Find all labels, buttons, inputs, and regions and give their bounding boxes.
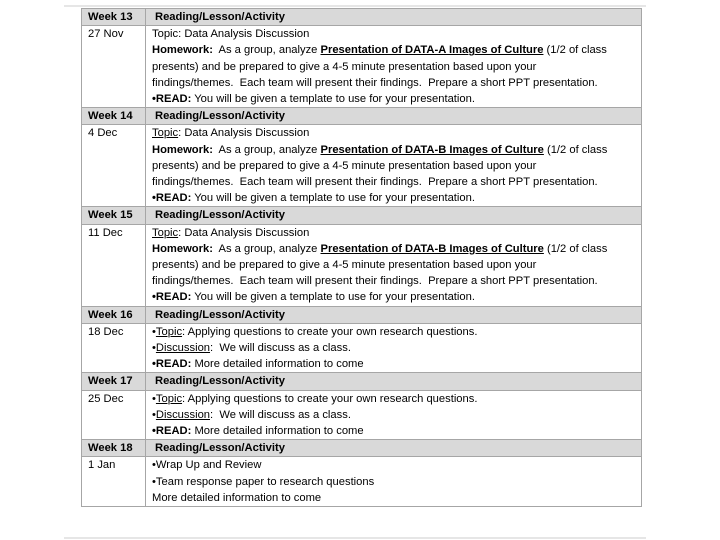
week-header-row <box>82 373 642 390</box>
text-run: : We will discuss as a class. <box>210 342 351 355</box>
week-number: Week 15 <box>82 207 146 224</box>
text-run: presents) and be prepared to give a 4-5 minute presentation based upon your <box>152 159 537 172</box>
content-line <box>152 190 635 206</box>
week-content <box>146 26 642 108</box>
content-line <box>152 273 635 289</box>
text-run: •Wrap Up and Review <box>152 459 262 472</box>
week-number: Week 17 <box>82 373 146 390</box>
content-line <box>152 241 635 257</box>
text-run: presents) and be prepared to give a 4-5 minute presentation based upon your <box>152 60 537 73</box>
content-line <box>152 324 635 340</box>
content-line <box>152 142 635 158</box>
text-run: : Data Analysis Discussion <box>178 127 310 140</box>
text-run: (1/2 of class <box>543 242 608 255</box>
week-body-row <box>82 323 642 373</box>
text-run: As a group, analyze <box>212 44 321 57</box>
bold-text: •READ: <box>152 192 192 205</box>
week-content <box>146 390 642 440</box>
text-run: findings/themes. Each team will present their findings. Prepare a short PPT presentation. <box>152 76 598 89</box>
content-line <box>152 174 635 190</box>
week-content <box>146 224 642 306</box>
text-run: presents) and be prepared to give a 4-5 minute presentation based upon your <box>152 259 537 272</box>
week-header-row <box>82 306 642 323</box>
week-content <box>146 457 642 507</box>
text-run: More detailed information to come <box>191 358 364 371</box>
text-run: You will be given a template to use for your presentation. <box>191 93 475 106</box>
week-date: 18 Dec <box>82 323 146 373</box>
bold-text: Homework: <box>152 143 213 156</box>
column-heading: Reading/Lesson/Activity <box>146 306 642 323</box>
bold-text: •READ: <box>152 93 192 106</box>
top-rule <box>64 5 646 7</box>
text-run: You will be given a template to use for your presentation. <box>191 192 475 205</box>
week-header-row <box>82 9 642 26</box>
week-date: 1 Jan <box>82 457 146 507</box>
text-run: (1/2 of class <box>543 44 607 57</box>
text-run: You will be given a template to use for your presentation. <box>191 291 475 304</box>
week-body-row <box>82 125 642 207</box>
text-run: • <box>152 392 156 405</box>
content-line <box>152 407 635 423</box>
underlined-text: Topic <box>152 226 179 239</box>
week-header-row <box>82 108 642 125</box>
content-line <box>152 289 635 305</box>
column-heading: Reading/Lesson/Activity <box>146 108 642 125</box>
week-content <box>146 323 642 373</box>
week-date: 27 Nov <box>82 26 146 108</box>
content-line <box>152 91 635 107</box>
underlined-text: Discussion <box>155 342 211 355</box>
text-run: : We will discuss as a class. <box>210 408 351 421</box>
underlined-text: Topic <box>155 325 183 338</box>
week-date: 11 Dec <box>82 224 146 306</box>
text-run: • <box>152 408 156 421</box>
text-run: • <box>152 325 156 338</box>
content-line <box>152 42 635 58</box>
underlined-text: Discussion <box>155 408 211 421</box>
week-number: Week 13 <box>82 9 146 26</box>
content-line <box>152 356 635 372</box>
bottom-rule <box>64 537 646 539</box>
content-line <box>152 225 635 241</box>
content-line <box>152 490 635 506</box>
content-line <box>152 75 635 91</box>
text-run: : Data Analysis Discussion <box>178 226 310 239</box>
content-line <box>152 423 635 439</box>
column-heading: Reading/Lesson/Activity <box>146 440 642 457</box>
column-heading: Reading/Lesson/Activity <box>146 373 642 390</box>
column-heading: Reading/Lesson/Activity <box>146 9 642 26</box>
content-line <box>152 59 635 75</box>
text-run: As a group, analyze <box>212 143 321 156</box>
week-body-row <box>82 224 642 306</box>
bold-text: Homework: <box>152 44 213 57</box>
text-run: : Applying questions to create your own research questions. <box>182 325 478 338</box>
bold-text: •READ: <box>152 358 192 371</box>
content-line <box>152 391 635 407</box>
text-run: As a group, analyze <box>212 242 321 255</box>
text-run: • <box>152 342 156 355</box>
content-line <box>152 474 635 490</box>
content-line <box>152 457 635 473</box>
week-number: Week 18 <box>82 440 146 457</box>
content-line <box>152 158 635 174</box>
week-date: 25 Dec <box>82 390 146 440</box>
text-run: More detailed information to come <box>191 425 364 438</box>
week-date: 4 Dec <box>82 125 146 207</box>
text-run: •Team response paper to research questions <box>152 475 375 488</box>
content-line <box>152 26 635 42</box>
week-body-row <box>82 26 642 108</box>
text-run: findings/themes. Each team will present their findings. Prepare a short PPT presentation. <box>152 275 598 288</box>
column-heading: Reading/Lesson/Activity <box>146 207 642 224</box>
text-run: (1/2 of class <box>543 143 608 156</box>
bold-text: •READ: <box>152 291 192 304</box>
bold-text: Homework: <box>152 242 213 255</box>
underlined-text: Presentation of DATA-A Images of Culture <box>320 44 544 57</box>
underlined-text: Topic <box>155 392 183 405</box>
content-line <box>152 257 635 273</box>
bold-text: •READ: <box>152 425 192 438</box>
schedule-table <box>81 8 642 507</box>
text-run: More detailed information to come <box>152 491 322 504</box>
week-body-row <box>82 457 642 507</box>
text-run: : Applying questions to create your own research questions. <box>182 392 478 405</box>
week-body-row <box>82 390 642 440</box>
underlined-text: Presentation of DATA-B Images of Culture <box>320 242 544 255</box>
underlined-text: Topic <box>152 127 179 140</box>
content-line <box>152 125 635 141</box>
week-number: Week 16 <box>82 306 146 323</box>
week-header-row <box>82 207 642 224</box>
content-line <box>152 340 635 356</box>
underlined-text: Presentation of DATA-B Images of Culture <box>320 143 544 156</box>
week-number: Week 14 <box>82 108 146 125</box>
text-run: Topic: Data Analysis Discussion <box>152 28 310 41</box>
text-run: findings/themes. Each team will present their findings. Prepare a short PPT presentation. <box>152 176 598 189</box>
week-content <box>146 125 642 207</box>
week-header-row <box>82 440 642 457</box>
